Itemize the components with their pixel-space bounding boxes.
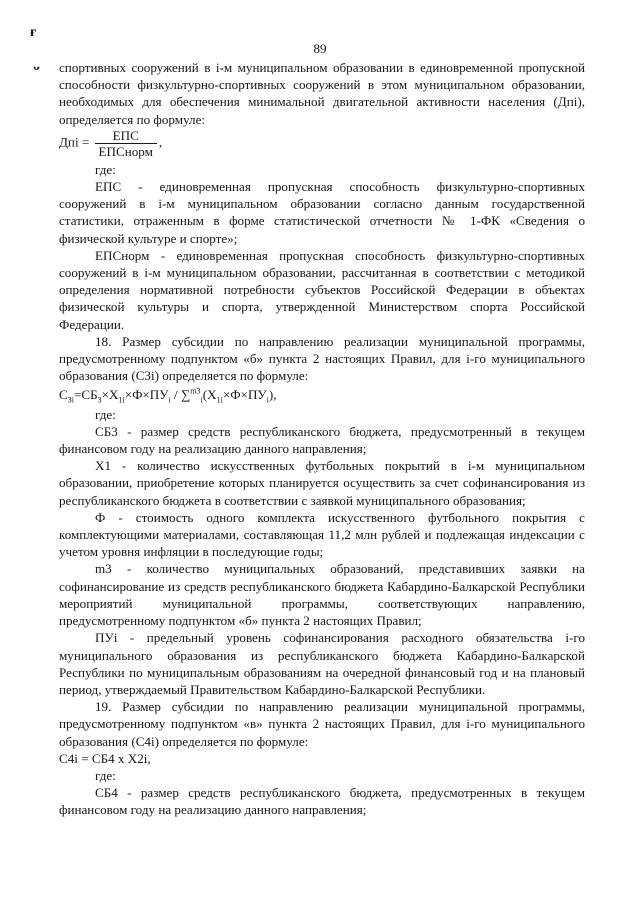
paragraph-1: спортивных сооружений в i-м муниципальном образовании в единовременной пропускной способности физкультурно-спортивных сооружений в этом муниципальном образовании, необходимых для обеспечения минимальной двигательной активности населения (Дпi), определяется по формуле: (59, 60, 585, 127)
formula-c3i-phi-pu-2: ×Ф×ПУ (222, 387, 267, 403)
formula-c3i-symbol: С (59, 387, 68, 403)
formula-c3i-sum-sub: i (200, 396, 203, 406)
formula-c3i-pu-sub: i (168, 396, 171, 406)
paragraph-m3: m3 - количество муниципальных образований, представивших заявки на софинансирование из средств республиканского бюджета Кабардино-Балкарской Республики мероприятий муниципальной программы, соответствующих направлению, предусмотренному подпунктом «б» пункта 2 настоящих Правил; (59, 561, 585, 629)
formula-c3i-sum-sup: m3 (190, 387, 201, 397)
paragraph-epsnorm: ЕПСнорм - единовременная пропускная способность физкультурно-спортивных сооружений в i-м муниципальном образовании, рассчитанная в соответствии с методикой определения нормативной потребности субъектов Российской Федерации в объектах физической культуры и спорта, утвержденной Министерством спорта Российской Федерации. (59, 247, 585, 332)
formula-c3i-open: (Х (202, 387, 217, 403)
formula-c3i-phi-pu: ×Ф×ПУ (124, 387, 169, 403)
formula-dpi-lhs: Дпi = (59, 134, 90, 150)
paragraph-sb3: СБ3 - размер средств республиканского бюджета, предусмотренный в текущем финансовом году на реализацию данного направления; (59, 423, 585, 457)
formula-dpi (59, 128, 585, 159)
page-number: 89 (313, 41, 327, 56)
formula-c3i-pu2-sub: i (266, 396, 269, 406)
formula-c3i (59, 386, 585, 406)
formula-dpi-denominator: ЕПСнорм (98, 143, 153, 159)
paragraph-eps: ЕПС - единовременная пропускная способность физкультурно-спортивных сооружений в i-м муниципальном образовании согласно данным государственной статистики, отраженным в форме статистической отчетности № 1-ФК «Сведения о физической культуре и спорте»; (59, 179, 585, 246)
document-body (59, 59, 585, 819)
paragraph-item-19: 19. Размер субсидии по направлению реализации муниципальной программы, предусмотренному подпунктом «в» пункта 2 настоящих Правил, для i-го муниципального образования (С4i) определяется по формуле: (59, 699, 585, 749)
formula-c3i-x1: ×Х (101, 387, 119, 403)
paragraph-pui: ПУi - предельный уровень софинансирования расходного обязательства i-го муниципального образования из республиканского бюджета Кабардино-Балкарской Республики по муниципальным образованиям на очередной финансовый год и на плановый период, утверждаемый Правительством Кабардино-Балкарской Республики. (59, 630, 585, 697)
formula-c3i-close: ), (268, 387, 277, 403)
formula-c3i-x1-sub: 1i (118, 396, 125, 406)
paragraph-where-2: где: (95, 406, 116, 422)
paragraph-phi: Ф - стоимость одного комплекта искусственного футбольного покрытия с комплектующими материалами, составляющая 11,2 млн рублей и подлежащая индексации с учетом уровня инфляции в последующие годы; (59, 509, 585, 560)
paragraph-where-3: где: (95, 767, 116, 783)
formula-dpi-numerator: ЕПС (95, 128, 157, 144)
margin-mark-top: ғ (30, 25, 37, 40)
formula-c3i-sb: =СБ (73, 387, 98, 403)
formula-c4i: С4i = СБ4 х Х2i, (59, 750, 151, 766)
formula-c3i-x2-sub: 1i (216, 396, 223, 406)
formula-c3i-sb-sub: 3 (97, 396, 102, 406)
margin-mark-second: ᴗ (33, 59, 40, 74)
paragraph-sb4: СБ4 - размер средств республиканского бюджета, предусмотренных в текущем финансовом году на реализацию данного направления; (59, 785, 585, 818)
formula-c3i-sub: 3i (67, 396, 74, 406)
formula-dpi-tail: , (158, 134, 163, 150)
formula-dpi-fraction (95, 128, 157, 159)
paragraph-item-18: 18. Размер субсидии по направлению реализации муниципальной программы, предусмотренному подпунктом «б» пункта 2 настоящих Правил, для i-го муниципального образования (С3i) определяется по формуле: (59, 333, 585, 384)
formula-c3i-sum: / ∑ (170, 387, 191, 403)
paragraph-where-1: где: (95, 161, 116, 177)
paragraph-x1: Х1 - количество искусственных футбольных покрытий в i-м муниципальном образовании, приобретение которых планируется осуществить за счет софинансирования из республиканского бюджета в соответствии с заявкой муниципального образования; (59, 458, 585, 508)
